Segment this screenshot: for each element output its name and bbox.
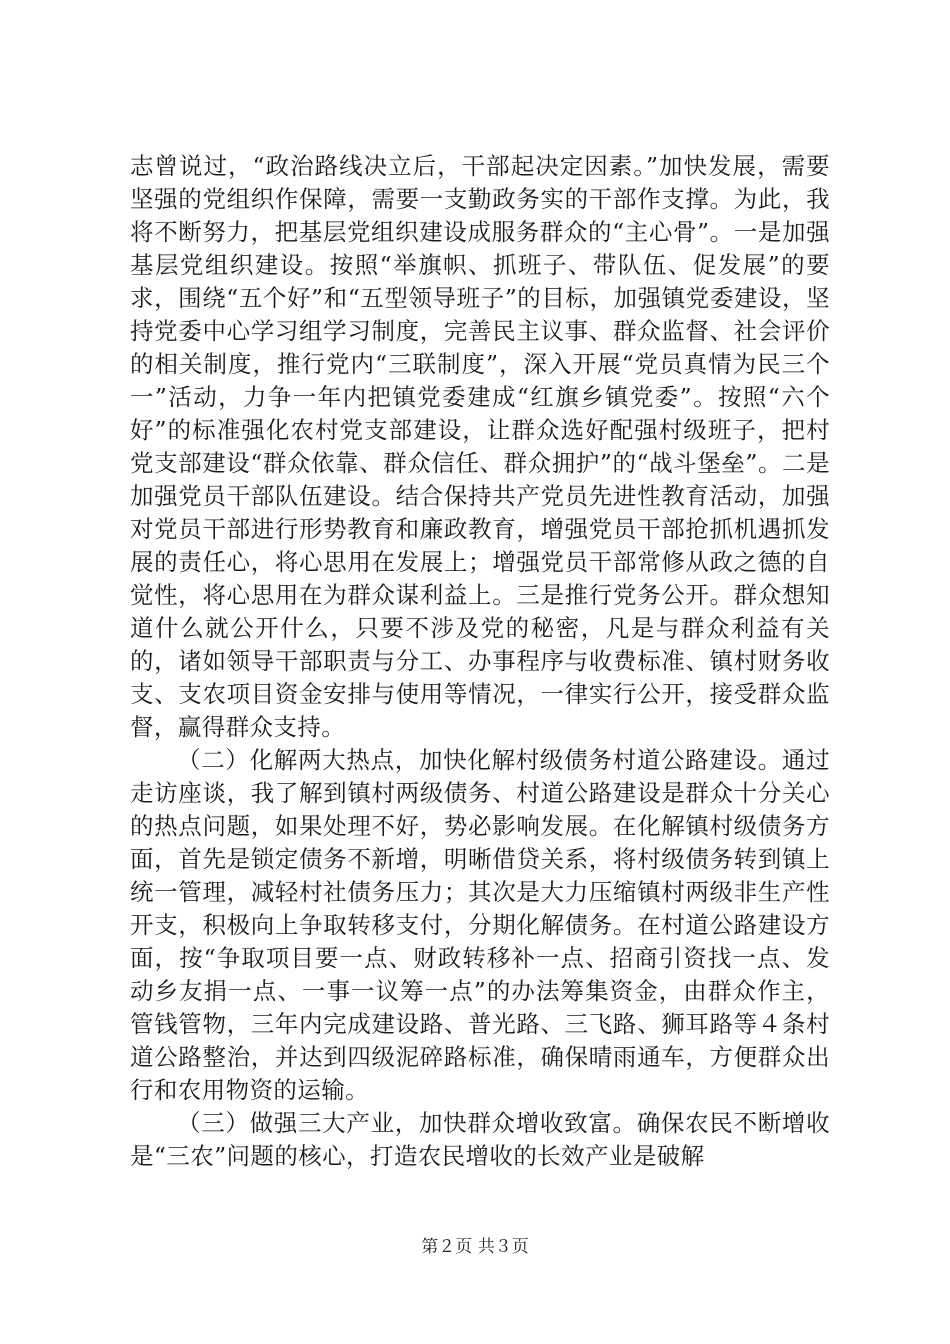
paragraph-debt-and-roads: （二）化解两大热点，加快化解村级债务村道公路建设。通过走访座谈，我了解到镇村两级债务、村道公路建设是群众十分关心的热点问题，如果处理不好，势必影响发展。在化解镇村级债务方面，首先是锁定债务不新增，明晰借贷关系，将村级债务转到镇上统一管理，减轻村社债务压力；其次是大力压缩镇村两级非生产性开支，积极向上争取转移支付，分期化解债务。在村道公路建设方面，按“争取项目要一点、财政转移补一点、招商引资找一点、发动乡友捐一点、一事一议筹一点”的办法筹集资金，由群众作主，管钱管物，三年内完成建设路、普光路、三飞路、狮耳路等４条村道公路整治，并达到四级泥碎路标准，确保晴雨通车，方便群众出行和农用物资的运输。 [130,746,830,1104]
page-number-footer: 第２页 共３页 [421,1237,529,1257]
paragraph-party-building: 志曾说过，“政治路线决立后，干部起决定因素。”加快发展，需要坚强的党组织作保障，需要一支勤政务实的干部作支撑。为此，我将不断努力，把基层党组织建设成服务群众的“主心骨”。一是加强基层党组织建设。按照“举旗帜、抓班子、带队伍、促发展”的要求，围绕“五个好”和“五型领导班子”的目标，加强镇党委建设，坚持党委中心学习组学习制度，完善民主议事、群众监督、社会评价的相关制度，推行党内“三联制度”，深入开展“党员真情为民三个一”活动，力争一年内把镇党委建成“红旗乡镇党委”。按照“六个好”的标准强化农村党支部建设，让群众选好配强村级班子，把村党支部建设“群众依靠、群众信任、群众拥护”的“战斗堡垒”。二是加强党员干部队伍建设。结合保持共产党员先进性教育活动，加强对党员干部进行形势教育和廉政教育，增强党员干部抢抓机遇抓发展的责任心，将心思用在发展上；增强党员干部常修从政之德的自觉性，将心思用在为群众谋利益上。三是推行党务公开。群众想知道什么就公开什么，只要不涉及党的秘密，凡是与群众利益有关的，诸如领导干部职责与分工、办事程序与收费标准、镇村财务收支、支农项目资金安排与使用等情况，一律实行公开，接受群众监督，赢得群众支持。 [130,152,830,741]
document-body [130,150,830,1173]
paragraph-industries: （三）做强三大产业，加快群众增收致富。确保农民不断增收是“三农”问题的核心，打造农民增收的长效产业是破解 [130,1109,830,1170]
